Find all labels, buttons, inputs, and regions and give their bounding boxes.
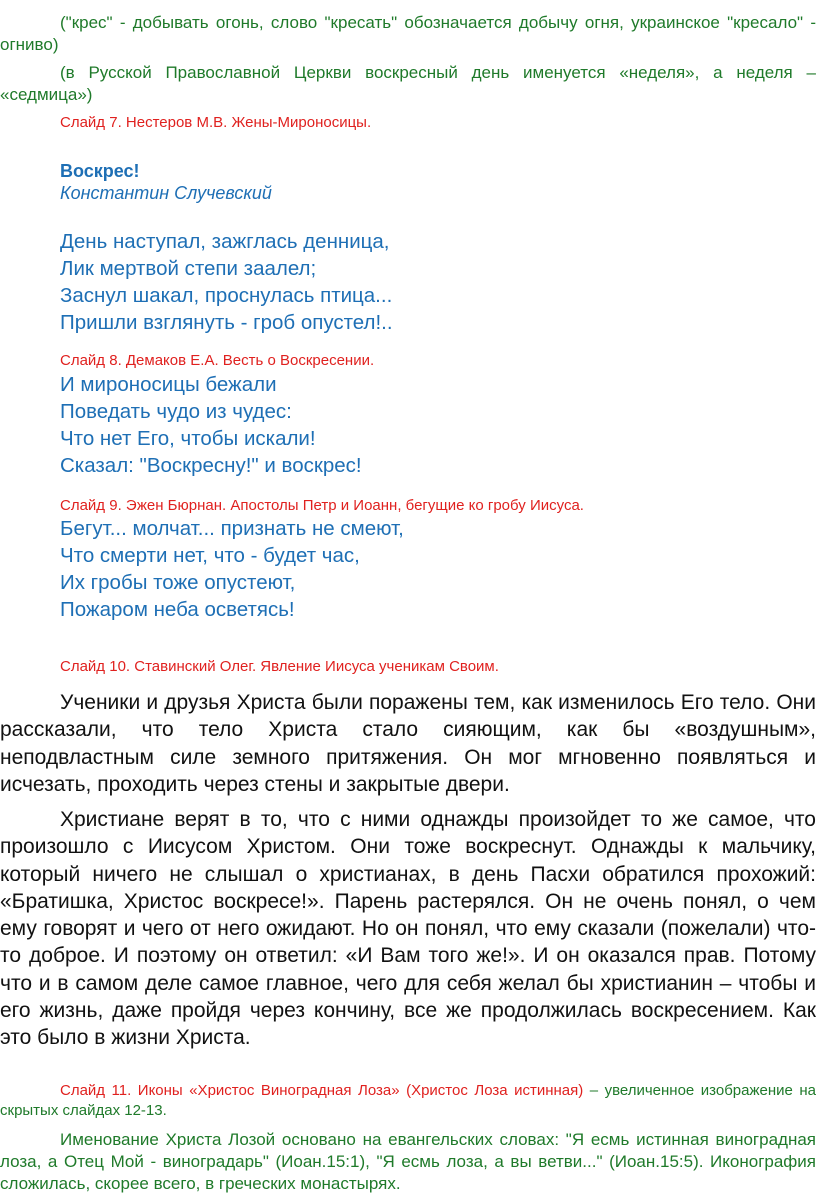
poem-line: Их гробы тоже опустеют, [60, 571, 296, 594]
paragraph-christians: Христиане верят в то, что с ними однажды произойдет то же самое, что произошло с Иисусом Христом. Они тоже воскреснут. Однажды к мальчику, который ничего не слышал о христианах, в день Пасхи обратился прохожий: «Братишка, Христос воскресе!». Парень растерялся. Он не очень понял, о чем ему говорят и чего от него ожидают. Но он понял, что ему сказали (пожелали) что-то доброе. И поэтому он ответил: «И Вам того же!». И он оказался прав. Потому что и в самом деле самое главное, чего для себя желал бы христианин – чтобы и его жизнь, даже пройдя через кончину, все же продолжилась воскресением. Как это было в жизни Христа. [0, 808, 816, 1050]
poem-line: Лик мертвой степи заалел; [60, 257, 317, 280]
poem-stanza-3 [0, 515, 816, 623]
poem-line: День наступал, зажглась денница, [60, 230, 390, 253]
slide-8-caption: Слайд 8. Демаков Е.А. Весть о Воскресении. [60, 352, 375, 369]
slide-10-caption: Слайд 10. Ставинский Олег. Явление Иисуса ученикам Своим. [60, 658, 499, 675]
poem-line: Пожаром неба осветясь! [60, 598, 295, 621]
note-kres-text: ("крес" - добывать огонь, слово "кресать" обозначается добычу огня, украинское "кресало" - огниво) [0, 13, 816, 54]
poem-line: Поведать чудо из чудес: [60, 400, 292, 423]
poem-line: Сказал: "Воскресну!" и воскрес! [60, 454, 362, 477]
slide-7-caption: Слайд 7. Нестеров М.В. Жены-Мироносицы. [60, 114, 372, 131]
poem-stanza-2 [0, 371, 816, 479]
poem-author: Константин Случевский [60, 183, 272, 203]
note-nedelya: (в Русской Православной Церкви воскресный день именуется «неделя», а неделя – «седмица») [0, 63, 816, 104]
paragraph-vine: Именование Христа Лозой основано на евангельских словах: "Я есмь истинная виноградная лоза, а Отец Мой - виноградарь" (Иоан.15:1), "Я есмь лоза, а вы ветви..." (Иоан.15:5). Иконография сложилась, скорее всего, в греческих монастырях. [0, 1130, 816, 1193]
slide-11-note: – увеличенное изображение на скрытых слайдах 12-13. [0, 1082, 816, 1119]
poem-line: Что смерти нет, что - будет час, [60, 544, 360, 567]
paragraph-disciples: Ученики и друзья Христа были поражены тем, как изменилось Его тело. Они рассказали, что тело Христа стало сияющим, как бы «воздушным», неподвластным силе земного притяжения. Он мог мгновенно появляться и исчезать, проходить через стены и закрытые двери. [0, 691, 816, 796]
poem-line: Заснул шакал, проснулась птица... [60, 284, 393, 307]
poem-line: Бегут... молчат... признать не смеют, [60, 517, 404, 540]
slide-11-caption [0, 1081, 816, 1121]
poem-line: Что нет Его, чтобы искали! [60, 427, 316, 450]
slide-9-caption: Слайд 9. Эжен Бюрнан. Апостолы Петр и Иоанн, бегущие ко гробу Иисуса. [60, 497, 584, 514]
note-kres [0, 12, 816, 56]
poem-header [0, 160, 816, 204]
poem-stanza-1 [0, 228, 816, 336]
slide-11-title: Слайд 11. Иконы «Христос Виноградная Лоза» (Христос Лоза истинная) [60, 1082, 584, 1099]
poem-line: Пришли взглянуть - гроб опустел!.. [60, 311, 393, 334]
poem-line: И мироносицы бежали [60, 373, 277, 396]
poem-title: Воскрес! [60, 161, 140, 181]
